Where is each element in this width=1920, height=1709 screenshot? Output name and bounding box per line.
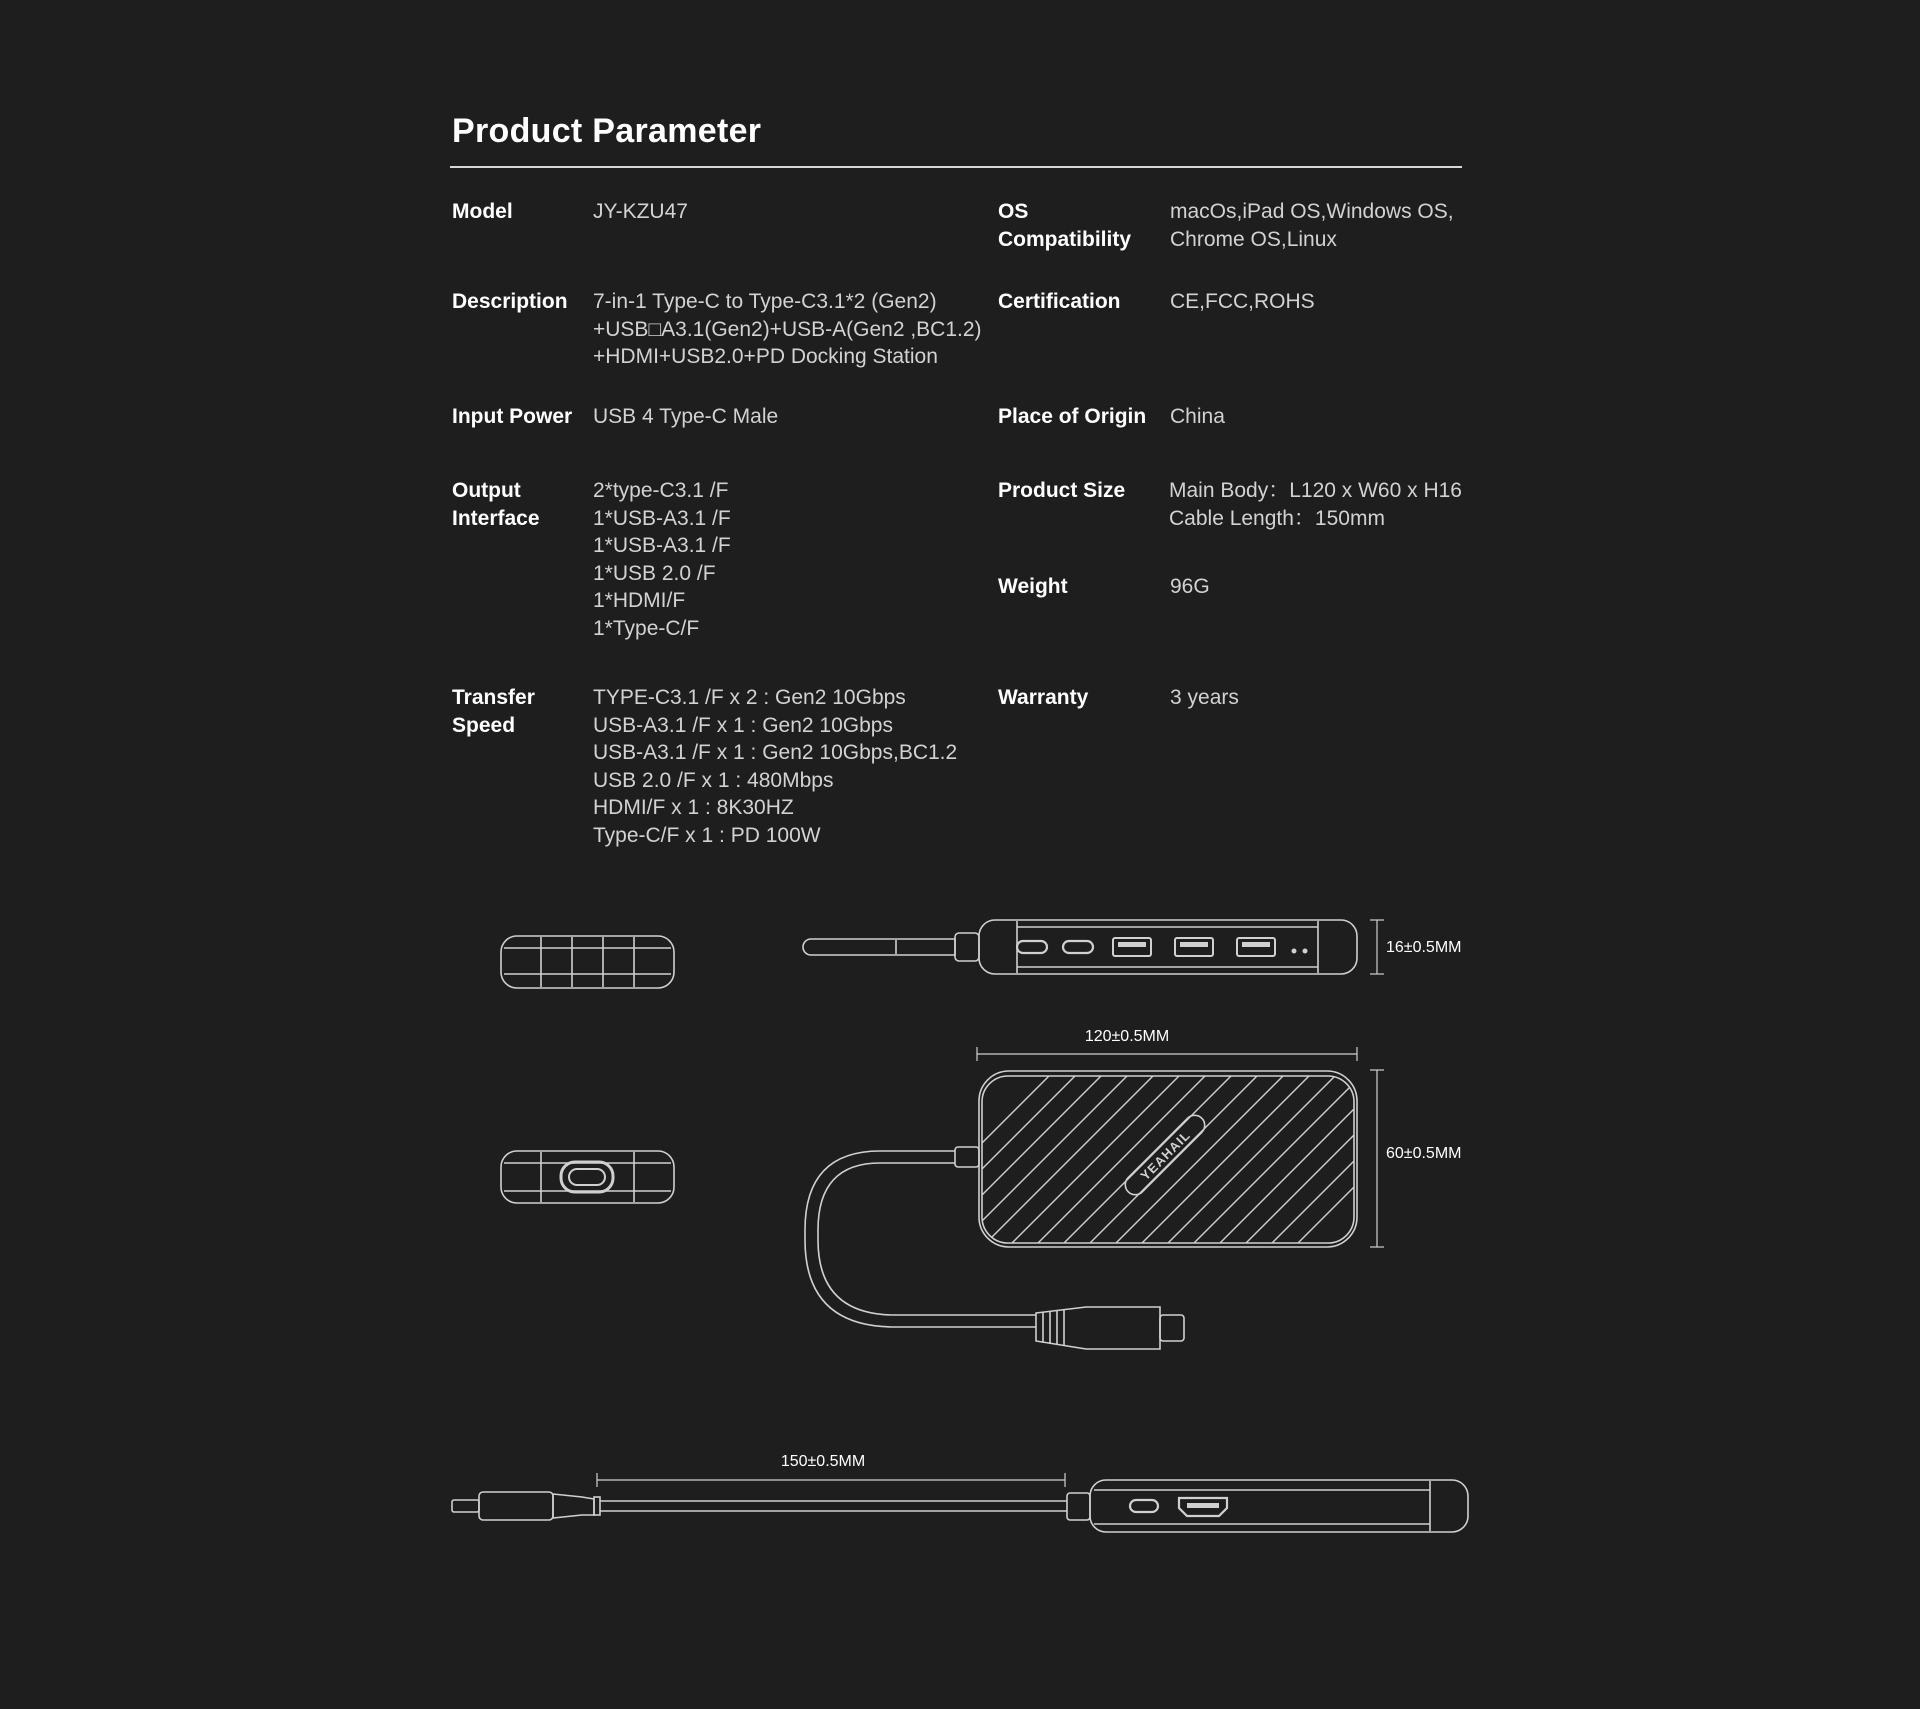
model-value: JY-KZU47 — [593, 200, 688, 223]
end-view-plain — [501, 936, 674, 988]
length-dimension: 120±0.5MM — [1084, 1028, 1170, 1045]
input-power-label: Input Power — [452, 405, 573, 428]
product-size-value: Main Body：L120 x W60 x H16 Cable Length：150mm — [1169, 479, 1462, 530]
brand-logo-text: YEAHAIL — [1137, 1127, 1194, 1184]
output-interface-label: Output Interface — [452, 479, 540, 530]
origin-value: China — [1170, 405, 1225, 428]
height-dimension: 16±0.5MM — [1386, 939, 1462, 956]
transfer-speed-label: Transfer Speed — [452, 686, 535, 737]
weight-label: Weight — [998, 575, 1068, 598]
certification-label: Certification — [998, 290, 1121, 313]
description-label: Description — [452, 290, 568, 313]
cable-length-dimension: 150±0.5MM — [780, 1453, 866, 1470]
side-view-ports — [803, 920, 1384, 974]
transfer-speed-value: TYPE-C3.1 /F x 2 : Gen2 10Gbps USB-A3.1 /F x 1 : Gen2 10Gbps USB-A3.1 /F x 1 : Gen2 10Gbps,BC1.2 USB 2.0 /F x 1 : 480Mbps HDMI/F x 1 : 8K30HZ Type-C/F x 1 : PD 100W — [593, 686, 958, 847]
warranty-label: Warranty — [998, 686, 1089, 709]
brand-logo — [1121, 1111, 1209, 1199]
weight-value: 96G — [1170, 575, 1210, 598]
width-dimension: 60±0.5MM — [1386, 1145, 1462, 1162]
certification-value: CE,FCC,ROHS — [1170, 290, 1315, 313]
description-value: 7-in-1 Type-C to Type-C3.1*2 (Gen2) +USB□A3.1(Gen2)+USB-A(Gen2 ,BC1.2) +HDMI+USB2.0+PD Docking Station — [593, 290, 982, 368]
page-title: Product Parameter — [452, 112, 762, 150]
product-size-label: Product Size — [998, 479, 1126, 502]
model-label: Model — [452, 200, 513, 223]
os-compat-label: OS Compatibility — [998, 200, 1132, 251]
end-view-usbc — [501, 1151, 674, 1203]
output-interface-value: 2*type-C3.1 /F 1*USB-A3.1 /F 1*USB-A3.1 /F 1*USB 2.0 /F 1*HDMI/F 1*Type-C/F — [593, 479, 731, 640]
origin-label: Place of Origin — [998, 405, 1147, 428]
warranty-value: 3 years — [1170, 686, 1239, 709]
bottom-side-view — [452, 1473, 1468, 1532]
top-view — [805, 1047, 1465, 1349]
os-compat-value: macOs,iPad OS,Windows OS, Chrome OS,Linux — [1170, 200, 1454, 251]
input-power-value: USB 4 Type-C Male — [593, 405, 779, 428]
